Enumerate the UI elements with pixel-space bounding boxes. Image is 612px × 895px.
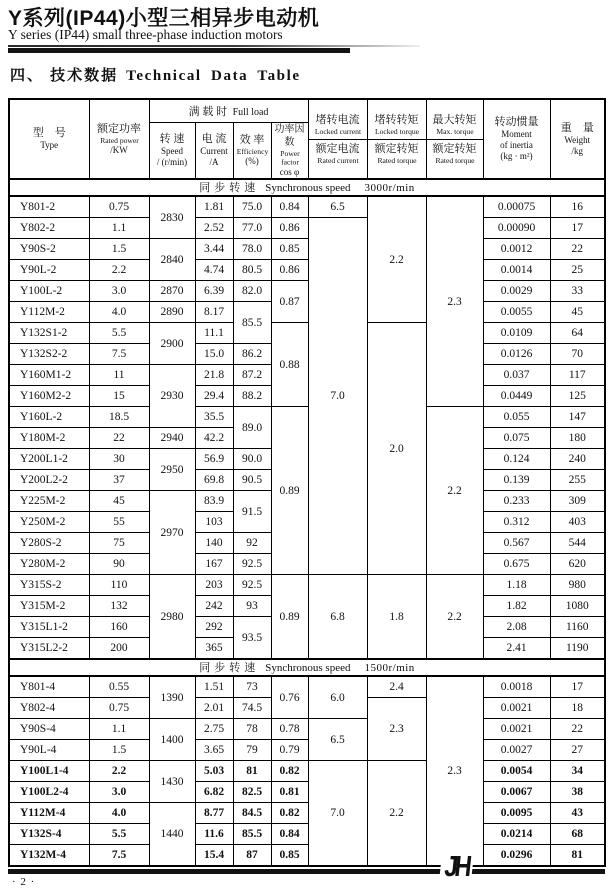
table-cell: 4.0	[89, 803, 149, 824]
motor-type-cell: Y160L-2	[9, 407, 89, 428]
table-cell: 103	[195, 512, 233, 533]
table-cell: 180	[550, 428, 605, 449]
motor-type-cell: Y100L-2	[9, 281, 89, 302]
table-cell: 0.87	[271, 281, 308, 323]
table-cell: 92.5	[233, 575, 271, 596]
table-cell: 240	[550, 449, 605, 470]
header-efficiency: 效 率 Efficiency (%)	[233, 123, 271, 180]
motor-type-cell: Y160M2-2	[9, 386, 89, 407]
table-cell: 70	[550, 344, 605, 365]
table-cell: 85.5	[233, 302, 271, 344]
table-cell: 2.2	[367, 196, 426, 323]
page-title: Y系列(IP44)小型三相异步电动机	[8, 7, 320, 30]
table-cell: 0.0021	[483, 698, 550, 719]
table-row	[9, 845, 605, 867]
table-row	[9, 575, 605, 596]
motor-type-cell: Y802-2	[9, 218, 89, 239]
table-row	[9, 676, 605, 698]
table-cell: 11.1	[195, 323, 233, 344]
table-cell: 91.5	[233, 491, 271, 533]
table-cell: 88.2	[233, 386, 271, 407]
table-cell: 34	[550, 761, 605, 782]
table-cell: 6.5	[308, 719, 367, 761]
table-row	[9, 824, 605, 845]
table-cell: 86.2	[233, 344, 271, 365]
table-cell: 55	[89, 512, 149, 533]
table-cell: 1.81	[195, 196, 233, 218]
table-cell: 365	[195, 638, 233, 660]
table-cell: 8.17	[195, 302, 233, 323]
table-cell: 93.5	[233, 617, 271, 660]
motor-type-cell: Y315S-2	[9, 575, 89, 596]
page-number: · 2 ·	[12, 876, 36, 888]
table-row	[9, 803, 605, 824]
table-cell: 1.8	[367, 575, 426, 660]
table-cell: 56.9	[195, 449, 233, 470]
table-cell: 0.0012	[483, 239, 550, 260]
table-cell: 92	[233, 533, 271, 554]
table-cell: 4.0	[89, 302, 149, 323]
table-cell: 2.01	[195, 698, 233, 719]
table-cell: 0.55	[89, 676, 149, 698]
table-cell: 38	[550, 782, 605, 803]
sync-en: Synchronous speed	[265, 181, 351, 194]
table-cell: 2.3	[426, 676, 483, 866]
sync-zh: 同步转速	[199, 661, 260, 674]
table-cell: 0.82	[271, 761, 308, 782]
sync-speed-cell	[9, 659, 605, 676]
table-cell: 78.0	[233, 239, 271, 260]
table-cell: 2980	[149, 575, 195, 660]
table-cell: 87	[233, 845, 271, 867]
table-cell: 11.6	[195, 824, 233, 845]
table-cell: 0.124	[483, 449, 550, 470]
table-cell: 87.2	[233, 365, 271, 386]
table-cell: 90.5	[233, 470, 271, 491]
table-row	[9, 740, 605, 761]
table-cell: 0.88	[271, 323, 308, 407]
motor-type-cell: Y90S-4	[9, 719, 89, 740]
table-cell: 140	[195, 533, 233, 554]
table-cell: 25	[550, 260, 605, 281]
header-divider	[8, 45, 420, 53]
motor-type-cell: Y132S1-2	[9, 323, 89, 344]
table-cell: 37	[89, 470, 149, 491]
table-cell: 8.77	[195, 803, 233, 824]
sync-val: 1500r/min	[364, 661, 415, 674]
table-cell: 17	[550, 676, 605, 698]
header-inertia: 转动惯量 Moment of inertia (kg · m²)	[483, 99, 550, 179]
table-cell: 22	[89, 428, 149, 449]
header-speed: 转 速 Speed / (r/min)	[149, 123, 195, 180]
table-cell: 0.0029	[483, 281, 550, 302]
divider-gradient-line	[8, 45, 420, 47]
motor-type-cell: Y315L2-2	[9, 638, 89, 660]
table-row	[9, 196, 605, 218]
table-cell: 80.5	[233, 260, 271, 281]
table-cell: 0.675	[483, 554, 550, 575]
table-row	[9, 239, 605, 260]
table-cell: 0.0014	[483, 260, 550, 281]
motor-type-cell: Y112M-4	[9, 803, 89, 824]
motor-type-cell: Y280M-2	[9, 554, 89, 575]
header-rated-power: 额定功率 Rated power /KW	[89, 99, 149, 179]
table-cell: 242	[195, 596, 233, 617]
motor-type-cell: Y315M-2	[9, 596, 89, 617]
table-cell: 0.233	[483, 491, 550, 512]
table-cell: 147	[550, 407, 605, 428]
table-cell: 2.4	[367, 676, 426, 698]
table-cell: 255	[550, 470, 605, 491]
motor-type-cell: Y200L1-2	[9, 449, 89, 470]
table-cell: 3.65	[195, 740, 233, 761]
table-cell: 125	[550, 386, 605, 407]
table-header	[9, 99, 605, 179]
header-locked-current-ratio: 堵转电流 Locked current 额定电流 Rated current	[308, 99, 367, 179]
table-cell: 6.39	[195, 281, 233, 302]
table-cell: 203	[195, 575, 233, 596]
table-cell: 16	[550, 196, 605, 218]
table-cell: 33	[550, 281, 605, 302]
header-type: 型 号 Type	[9, 99, 89, 179]
table-cell: 0.86	[271, 260, 308, 281]
table-row	[9, 218, 605, 239]
table-cell: 84.5	[233, 803, 271, 824]
motor-type-cell: Y90L-4	[9, 740, 89, 761]
table-cell: 69.8	[195, 470, 233, 491]
table-cell: 0.81	[271, 782, 308, 803]
table-cell: 0.0021	[483, 719, 550, 740]
sync-zh: 同步转速	[199, 181, 260, 194]
table-cell: 0.89	[271, 407, 308, 575]
table-cell: 0.0126	[483, 344, 550, 365]
table-cell: 5.03	[195, 761, 233, 782]
table-cell: 0.75	[89, 196, 149, 218]
motor-type-cell: Y132S2-2	[9, 344, 89, 365]
table-cell: 2.2	[367, 761, 426, 867]
sync-val: 3000r/min	[364, 181, 415, 194]
table-cell: 0.85	[271, 845, 308, 867]
table-cell: 1080	[550, 596, 605, 617]
table-cell: 18	[550, 698, 605, 719]
table-cell: 110	[89, 575, 149, 596]
table-cell: 0.79	[271, 740, 308, 761]
footer-rule	[8, 869, 605, 874]
table-cell: 45	[550, 302, 605, 323]
table-cell: 0.84	[271, 196, 308, 218]
table-cell: 43	[550, 803, 605, 824]
table-cell: 2900	[149, 323, 195, 365]
table-cell: 75.0	[233, 196, 271, 218]
header-max-torque-ratio: 最大转矩 Max. torque 额定转矩 Rated torque	[426, 99, 483, 179]
table-cell: 2.41	[483, 638, 550, 660]
table-row	[9, 761, 605, 782]
table-cell: 1.1	[89, 218, 149, 239]
table-cell: 3.0	[89, 281, 149, 302]
table-cell: 2.08	[483, 617, 550, 638]
technical-data-table-wrap	[8, 98, 606, 867]
table-row	[9, 719, 605, 740]
table-cell: 77.0	[233, 218, 271, 239]
table-cell: 0.0027	[483, 740, 550, 761]
table-cell: 15.4	[195, 845, 233, 867]
motor-type-cell: Y200L2-2	[9, 470, 89, 491]
table-cell: 0.312	[483, 512, 550, 533]
table-row	[9, 407, 605, 428]
motor-type-cell: Y90S-2	[9, 239, 89, 260]
table-cell: 0.00090	[483, 218, 550, 239]
table-cell: 6.82	[195, 782, 233, 803]
table-cell: 7.0	[308, 218, 367, 575]
motor-type-cell: Y280S-2	[9, 533, 89, 554]
table-cell: 0.567	[483, 533, 550, 554]
table-cell: 309	[550, 491, 605, 512]
table-cell: 3.0	[89, 782, 149, 803]
motor-type-cell: Y132M-4	[9, 845, 89, 867]
table-row	[9, 281, 605, 302]
motor-type-cell: Y100L2-4	[9, 782, 89, 803]
table-cell: 1390	[149, 676, 195, 719]
table-cell: 73	[233, 676, 271, 698]
table-cell: 35.5	[195, 407, 233, 428]
table-cell: 45	[89, 491, 149, 512]
table-cell: 1.82	[483, 596, 550, 617]
divider-bar	[8, 48, 350, 53]
table-cell: 64	[550, 323, 605, 344]
table-cell: 74.5	[233, 698, 271, 719]
section-heading	[10, 64, 301, 85]
table-cell: 2.3	[367, 698, 426, 761]
table-cell: 2.75	[195, 719, 233, 740]
table-cell: 1.51	[195, 676, 233, 698]
table-cell: 18.5	[89, 407, 149, 428]
table-cell: 0.0449	[483, 386, 550, 407]
table-cell: 2.2	[89, 761, 149, 782]
table-cell: 85.5	[233, 824, 271, 845]
table-cell: 4.74	[195, 260, 233, 281]
table-cell: 7.0	[308, 761, 367, 867]
table-cell: 7.5	[89, 845, 149, 867]
table-cell: 6.8	[308, 575, 367, 660]
table-cell: 1.5	[89, 740, 149, 761]
table-row	[9, 323, 605, 344]
table-cell: 980	[550, 575, 605, 596]
header-locked-torque-ratio: 堵转转矩 Locked torque 额定转矩 Rated torque	[367, 99, 426, 179]
technical-data-table	[8, 98, 606, 867]
table-cell: 0.139	[483, 470, 550, 491]
header-full-load: 满 载 时 Full load	[149, 99, 308, 123]
table-cell: 0.00075	[483, 196, 550, 218]
sync-en: Synchronous speed	[265, 661, 351, 674]
motor-type-cell: Y801-4	[9, 676, 89, 698]
table-cell: 5.5	[89, 824, 149, 845]
sync-speed-cell	[9, 179, 605, 196]
table-cell: 82.0	[233, 281, 271, 302]
motor-type-cell: Y802-4	[9, 698, 89, 719]
table-cell: 117	[550, 365, 605, 386]
table-cell: 21.8	[195, 365, 233, 386]
table-cell: 81	[550, 845, 605, 867]
table-cell: 90.0	[233, 449, 271, 470]
table-cell: 92.5	[233, 554, 271, 575]
table-cell: 27	[550, 740, 605, 761]
table-cell: 2870	[149, 281, 195, 302]
table-cell: 22	[550, 719, 605, 740]
table-cell: 90	[89, 554, 149, 575]
table-cell: 15	[89, 386, 149, 407]
table-cell: 2.0	[367, 323, 426, 575]
table-cell: 0.0109	[483, 323, 550, 344]
table-cell: 5.5	[89, 323, 149, 344]
page-subtitle: Y series (IP44) small three-phase induction motors	[8, 27, 283, 42]
table-cell: 6.0	[308, 676, 367, 719]
motor-type-cell: Y250M-2	[9, 512, 89, 533]
table-cell: 89.0	[233, 407, 271, 449]
table-cell: 29.4	[195, 386, 233, 407]
table-cell: 17	[550, 218, 605, 239]
table-cell: 0.75	[89, 698, 149, 719]
table-cell: 0.0296	[483, 845, 550, 867]
table-cell: 7.5	[89, 344, 149, 365]
table-cell: 1.18	[483, 575, 550, 596]
table-cell: 2930	[149, 365, 195, 428]
table-cell: 2.2	[89, 260, 149, 281]
table-cell: 2.2	[426, 407, 483, 575]
table-cell: 15.0	[195, 344, 233, 365]
table-cell: 0.0018	[483, 676, 550, 698]
table-cell: 1440	[149, 803, 195, 867]
table-cell: 292	[195, 617, 233, 638]
table-cell: 0.055	[483, 407, 550, 428]
table-cell: 160	[89, 617, 149, 638]
table-cell: 2.52	[195, 218, 233, 239]
table-cell: 0.0054	[483, 761, 550, 782]
table-cell: 0.76	[271, 676, 308, 719]
table-cell: 2890	[149, 302, 195, 323]
table-cell: 1.5	[89, 239, 149, 260]
table-cell: 544	[550, 533, 605, 554]
motor-type-cell: Y801-2	[9, 196, 89, 218]
table-cell: 1160	[550, 617, 605, 638]
motor-type-cell: Y100L1-4	[9, 761, 89, 782]
table-cell: 2840	[149, 239, 195, 281]
table-cell: 0.0067	[483, 782, 550, 803]
table-cell: 3.44	[195, 239, 233, 260]
jh-logo: JH	[439, 851, 475, 884]
table-cell: 620	[550, 554, 605, 575]
table-body	[9, 179, 605, 866]
motor-type-cell: Y90L-2	[9, 260, 89, 281]
motor-type-cell: Y132S-4	[9, 824, 89, 845]
section-heading-en: Technical Data Table	[126, 68, 301, 84]
sync-speed-row	[9, 659, 605, 676]
table-cell: 1430	[149, 761, 195, 803]
table-cell: 0.78	[271, 719, 308, 740]
table-cell: 2970	[149, 491, 195, 575]
table-cell: 1190	[550, 638, 605, 660]
table-cell: 0.89	[271, 575, 308, 660]
table-cell: 0.0095	[483, 803, 550, 824]
table-cell: 0.86	[271, 218, 308, 239]
table-cell: 1.1	[89, 719, 149, 740]
table-cell: 22	[550, 239, 605, 260]
table-cell: 6.5	[308, 196, 367, 218]
table-cell: 2950	[149, 449, 195, 491]
header-weight: 重 量 Weight /kg	[550, 99, 605, 179]
table-cell: 200	[89, 638, 149, 660]
table-cell: 0.82	[271, 803, 308, 824]
table-row	[9, 782, 605, 803]
table-cell: 0.85	[271, 239, 308, 260]
table-cell: 30	[89, 449, 149, 470]
table-cell: 2.2	[426, 575, 483, 660]
table-row	[9, 260, 605, 281]
motor-type-cell: Y225M-2	[9, 491, 89, 512]
table-cell: 0.0055	[483, 302, 550, 323]
table-cell: 1400	[149, 719, 195, 761]
table-cell: 79	[233, 740, 271, 761]
table-cell: 132	[89, 596, 149, 617]
sync-speed-row	[9, 179, 605, 196]
table-cell: 81	[233, 761, 271, 782]
table-cell: 42.2	[195, 428, 233, 449]
table-cell: 83.9	[195, 491, 233, 512]
motor-type-cell: Y112M-2	[9, 302, 89, 323]
header-power-factor: 功率因数 Power factor cos φ	[271, 123, 308, 180]
table-cell: 11	[89, 365, 149, 386]
table-cell: 0.84	[271, 824, 308, 845]
table-cell: 75	[89, 533, 149, 554]
motor-type-cell: Y180M-2	[9, 428, 89, 449]
table-cell: 82.5	[233, 782, 271, 803]
table-cell: 2.3	[426, 196, 483, 407]
table-cell: 68	[550, 824, 605, 845]
table-cell: 167	[195, 554, 233, 575]
table-cell: 2830	[149, 196, 195, 239]
motor-type-cell: Y160M1-2	[9, 365, 89, 386]
motor-type-cell: Y315L1-2	[9, 617, 89, 638]
table-cell: 0.037	[483, 365, 550, 386]
table-cell: 2940	[149, 428, 195, 449]
table-cell: 78	[233, 719, 271, 740]
section-heading-zh: 四、 技术数据	[10, 67, 119, 84]
table-cell: 93	[233, 596, 271, 617]
table-cell: 403	[550, 512, 605, 533]
table-cell: 0.075	[483, 428, 550, 449]
header-current: 电 流 Current /A	[195, 123, 233, 180]
table-cell: 0.0214	[483, 824, 550, 845]
